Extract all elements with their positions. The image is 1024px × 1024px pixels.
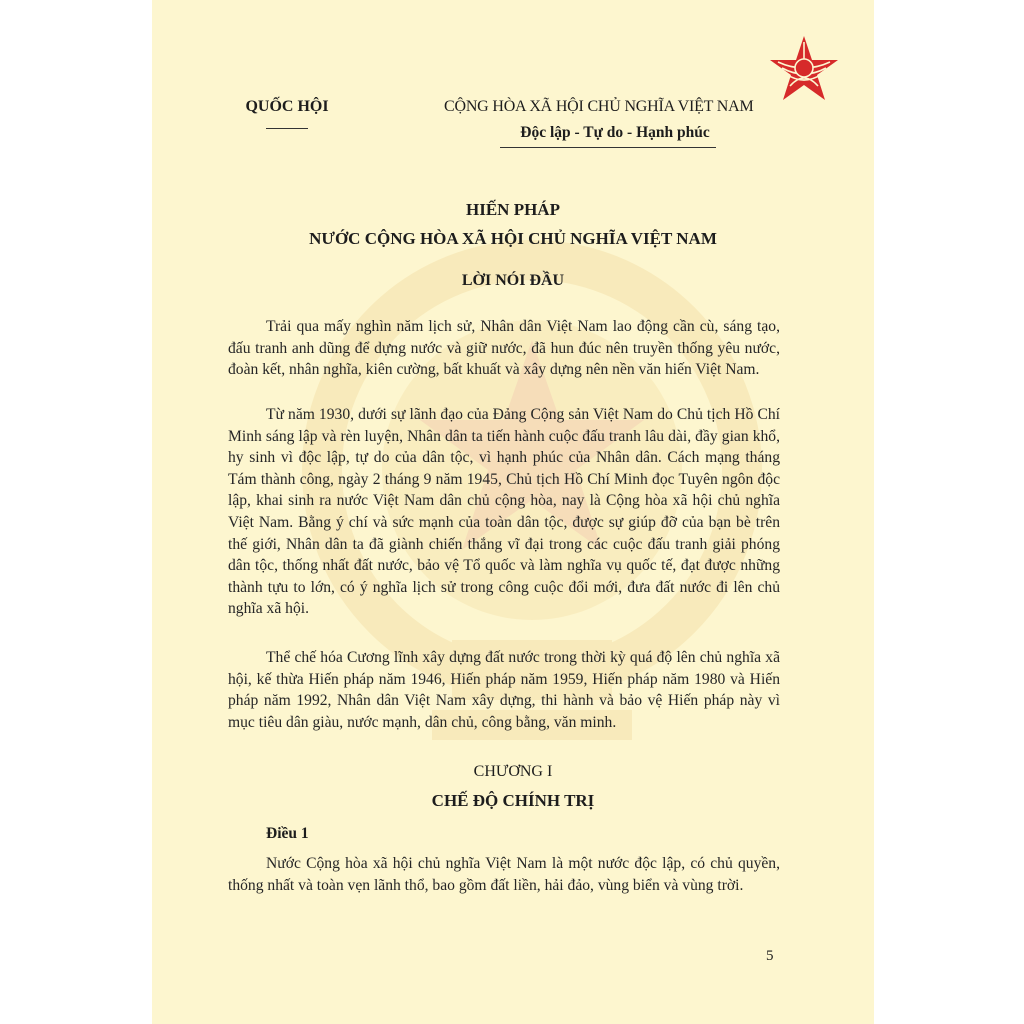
document-subtitle: NƯỚC CỘNG HÒA XÃ HỘI CHỦ NGHĨA VIỆT NAM <box>309 229 717 248</box>
page-number: 5 <box>766 948 774 964</box>
document-page <box>152 0 874 1024</box>
issuing-body: QUỐC HỘI <box>245 98 329 115</box>
preamble-heading: LỜI NÓI ĐẦU <box>461 272 565 289</box>
national-motto: Độc lập - Tự do - Hạnh phúc <box>520 124 710 141</box>
chapter-title: CHẾ ĐỘ CHÍNH TRỊ <box>431 791 595 810</box>
article-text: Nước Cộng hòa xã hội chủ nghĩa Việt Nam là một nước độc lập, có chủ quyền, thống nhất và toàn vẹn lãnh thổ, bao gồm đất liền, hải đảo, vùng biển và vùng trời. <box>228 855 780 894</box>
red-star-emblem-icon <box>768 34 840 104</box>
preamble-paragraph: Trải qua mấy nghìn năm lịch sử, Nhân dân Việt Nam lao động cần cù, sáng tạo, đấu tranh anh dũng để dựng nước và giữ nước, đã hun đúc nên truyền thống yêu nước, đoàn kết, nhân nghĩa, kiên cường, bất khuất và xây dựng nên nền văn hiến Việt Nam. <box>228 318 780 379</box>
divider <box>500 147 716 148</box>
chapter-number: CHƯƠNG I <box>473 763 553 780</box>
preamble-paragraph: Từ năm 1930, dưới sự lãnh đạo của Đảng Cộng sản Việt Nam do Chủ tịch Hồ Chí Minh sáng lập và rèn luyện, Nhân dân ta tiến hành cuộc đấu tranh lâu dài, đầy gian khổ, hy sinh vì độc lập, tự do của dân tộc, vì hạnh phúc của Nhân dân. Cách mạng tháng Tám thành công, ngày 2 tháng 9 năm 1945, Chủ tịch Hồ Chí Minh đọc Tuyên ngôn độc lập, khai sinh ra nước Việt Nam dân chủ cộng hòa, nay là Cộng hòa xã hội chủ nghĩa Việt Nam. Bằng ý chí và sức mạnh của toàn dân tộc, được sự giúp đỡ của bạn bè trên thế giới, Nhân dân ta đã giành chiến thắng vĩ đại trong các cuộc đấu tranh giải phóng dân tộc, thống nhất đất nước, bảo vệ Tổ quốc và làm nghĩa vụ quốc tế, đạt được những thành tựu to lớn, có ý nghĩa lịch sử trong công cuộc đổi mới, đưa đất nước đi lên chủ nghĩa xã hội. <box>228 406 780 618</box>
article-heading: Điều 1 <box>266 825 309 842</box>
divider <box>266 128 308 129</box>
country-name: CỘNG HÒA XÃ HỘI CHỦ NGHĨA VIỆT NAM <box>444 98 754 115</box>
preamble-paragraph: Thể chế hóa Cương lĩnh xây dựng đất nước trong thời kỳ quá độ lên chủ nghĩa xã hội, kế thừa Hiến pháp năm 1946, Hiến pháp năm 1959, Hiến pháp năm 1980 và Hiến pháp năm 1992, Nhân dân Việt Nam xây dựng, thi hành và bảo vệ Hiến pháp này vì mục tiêu dân giàu, nước mạnh, dân chủ, công bằng, văn minh. <box>228 649 780 731</box>
document-title: HIẾN PHÁP <box>466 200 560 219</box>
